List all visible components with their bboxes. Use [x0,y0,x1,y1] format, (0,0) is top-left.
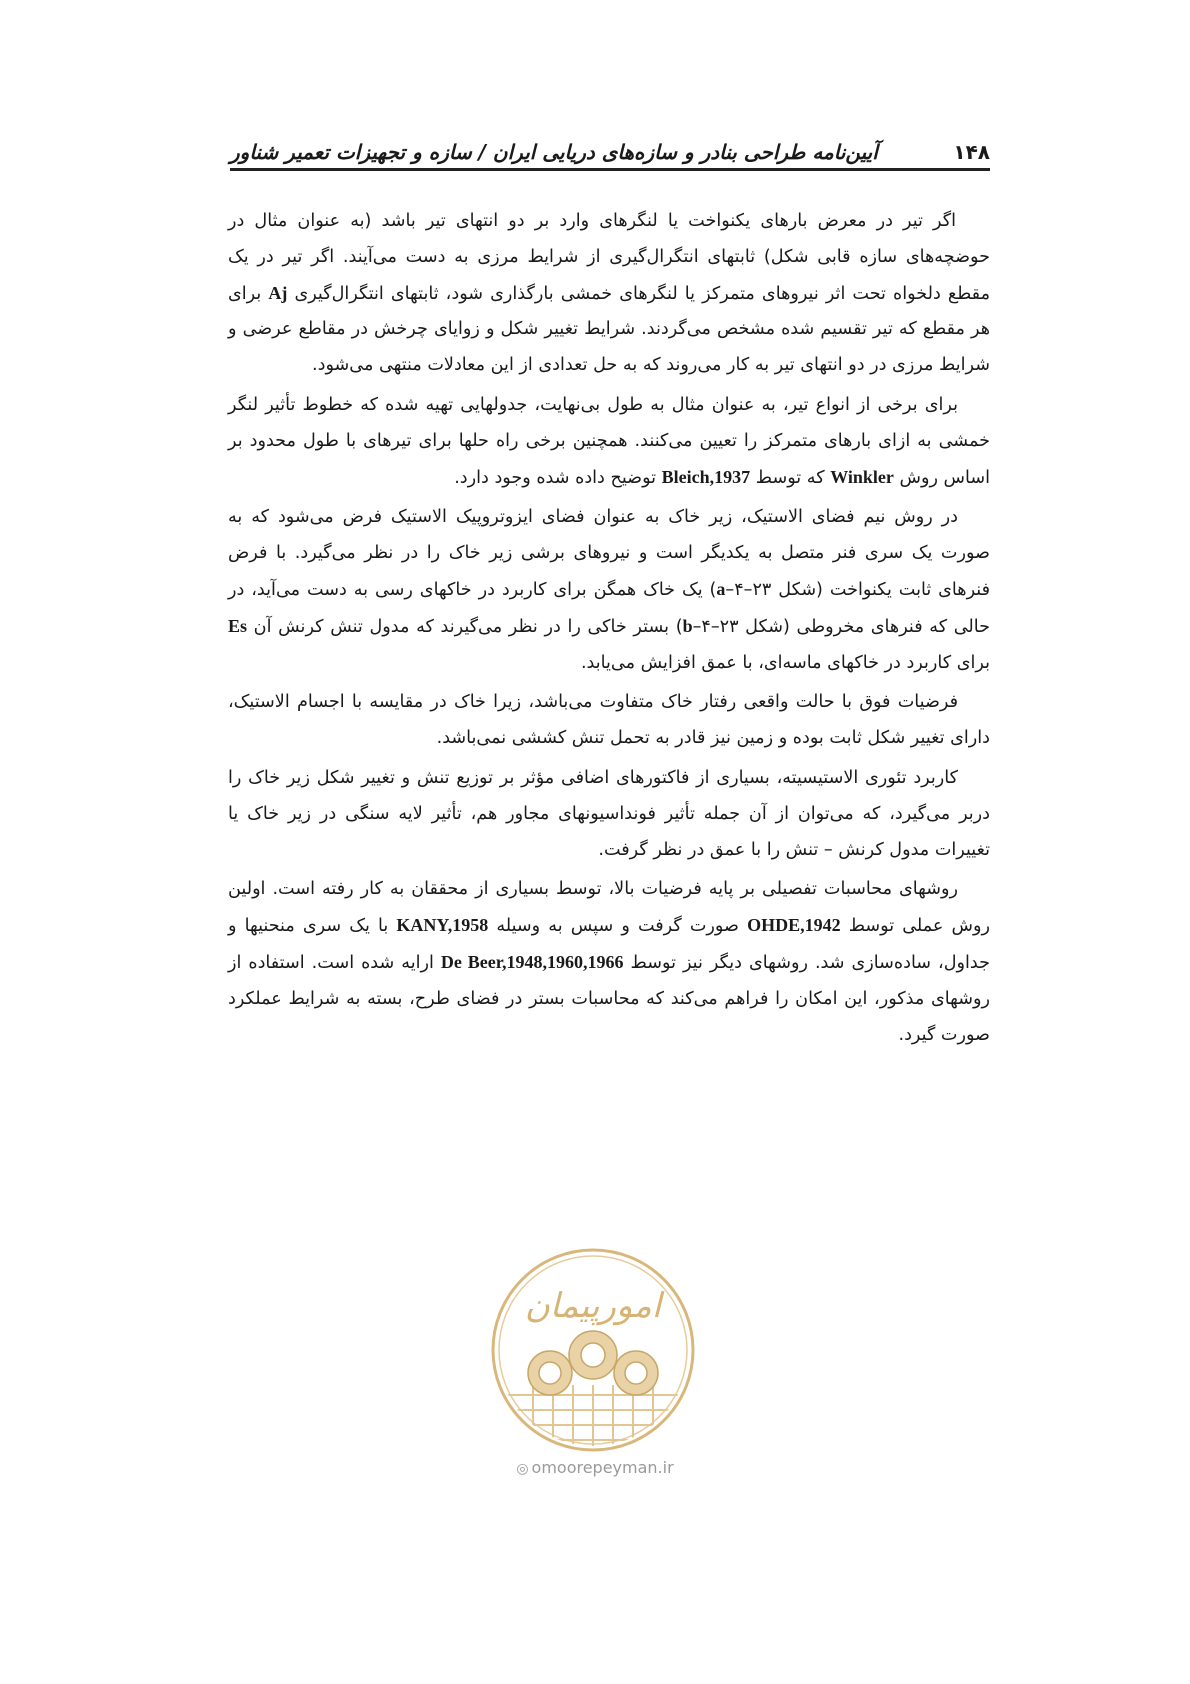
globe-icon: ◎ [516,1461,529,1477]
latin-term: KANY,1958 [396,915,489,936]
latin-term: Es [228,615,248,636]
watermark-logo [488,1245,698,1455]
paragraph [228,761,990,868]
text-run: برای برخی از انواع تیر، به عنوان مثال به طول بی‌نهایت، جدولهایی تهیه شده که خطوط تأثیر لنگر خمشی به ازای بارهای متمرکز را تعیین می‌کنند. همچنین برخی راه حلها برای تیرهای با طول محدود بر اساس روش [228,394,990,488]
text-run: کاربرد تئوری الاستیسیته، بسیاری از فاکتورهای اضافی مؤثر بر توزیع تنش و تغییر شکل زیر خاک را دربر می‌گیرد، که می‌توان از آن جمله تأثیر فونداسیونهای مجاور هم، تأثیر لایه سنگی در زیر خاک یا تغییرات مدول کرنش – تنش را با عمق در نظر گرفت. [228,767,990,860]
text-run: –۴–۲۳) بستر خاکی را در نظر می‌گیرند که مدول تنش کرنش آن [247,616,739,637]
paragraph [228,204,990,384]
latin-term: Aj [268,282,288,303]
latin-term: Bleich,1937 [661,466,751,487]
text-run: برای هر مقطع که تیر تقسیم شده مشخص می‌گردند. شرایط تغییر شکل و زوایای چرخش در مقاطع عرضی و شرایط مرزی در دو انتهای تیر به کار می‌روند که به حل تعدادی از این معادلات منتهی می‌شود. [228,283,990,376]
text-run: با یک سری منحنیها و جداول، ساده‌سازی شد. روشهای دیگر نیز توسط [228,916,990,973]
text-run: –۴–۲۳) یک خاک همگن برای کاربرد در خاکهای رسی به دست می‌آید، در حالی که فنرهای مخروطی (شکل [228,579,990,637]
watermark-website [470,1458,720,1477]
text-run: توضیح داده شده وجود دارد. [454,467,662,488]
latin-term: b [682,615,693,636]
body-text [228,204,990,1057]
latin-term: a [716,578,726,599]
running-title: آیین‌نامه طراحی بنادر و سازه‌های دریایی ایران / سازه و تجهیزات تعمیر شناور [230,140,878,164]
paragraph [228,685,990,757]
text-run: صورت گرفت و سپس به وسیله [488,916,748,937]
text-run: برای کاربرد در خاکهای ماسه‌ای، با عمق افزایش می‌یابد. [580,652,990,673]
paragraph [228,500,990,681]
text-run: ارایه شده است. استفاده از روشهای مذکور، این امکان را فراهم می‌کند که محاسبات بستر در فضای طرح، بسته به شرایط عملکرد صورت گیرد. [228,952,990,1045]
text-run: روشهای محاسبات تفصیلی بر پایه فرضیات بالا، توسط بسیاری از محققان به کار رفته است. اولین روش عملی توسط [228,879,990,937]
text-run: فرضیات فوق با حالت واقعی رفتار خاک متفاوت می‌باشد، زیرا خاک در مقایسه با اجسام الاستیک، دارای تغییر شکل ثابت بوده و زمین نیز قادر به تحمل تنش کششی نمی‌باشد. [228,692,990,749]
page-header [230,120,990,171]
text-run: در روش نیم فضای الاستیک، زیر خاک به عنوان فضای ایزوتروپیک الاستیک فرض می‌شود که به صورت یک سری فنر متصل به یکدیگر است و نیروهای برشی زیر خاک را در نظر می‌گیرد. با فرض فنرهای ثابت یکنواخت (شکل [228,507,990,600]
page-number: ۱۴۸ [953,140,990,164]
latin-term: Winkler [830,466,894,487]
paragraph [228,872,990,1053]
website-text: omoorepeyman.ir [531,1458,674,1477]
latin-term: De Beer,1948,1960,1966 [440,951,624,972]
text-run: اگر تیر در معرض بارهای یکنواخت یا لنگرهای وارد بر دو انتهای تیر باشد (به عنوان مثال در حوضچه‌های سازه قابی شکل) ثابتهای انتگرال‌گیری از شرایط مرزی به دست می‌آیند. اگر تیر در یک مقطع دلخواه تحت اثر نیروهای متمرکز یا لنگرهای خمشی بارگذاری شود، ثابتهای انتگرال‌گیری [228,211,990,304]
text-run: که توسط [750,467,831,488]
paragraph [228,388,990,496]
latin-term: OHDE,1942 [747,915,841,936]
logo-text: امورپیمان [524,1286,662,1326]
